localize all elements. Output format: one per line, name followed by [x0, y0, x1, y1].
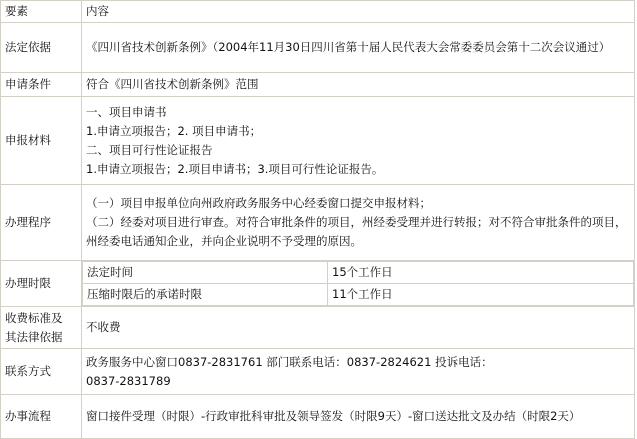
workflow-text: 窗口接件受理（时限）-行政审批科审批及领导签发（时限9天）-窗口送达批文及办结（时限2天） — [86, 409, 581, 423]
header-element: 要素 — [1, 1, 82, 23]
materials-line: 1.申请立项报告；2.项目申请书；3.项目可行性论证报告。 — [86, 161, 384, 176]
conditions-label: 申请条件 — [1, 73, 82, 97]
contact-line: 0837-2831789 — [86, 373, 171, 388]
time-limit-key: 压缩时限后的承诺时限 — [83, 284, 328, 306]
workflow-label: 办事流程 — [1, 395, 82, 439]
procedure-value — [82, 185, 635, 261]
time-limit-value-text: 11个工作日 — [328, 284, 634, 306]
conditions-value: 符合《四川省技术创新条例》范围 — [82, 73, 635, 97]
materials-label: 申报材料 — [1, 97, 82, 185]
contact-label: 联系方式 — [1, 349, 82, 395]
row-workflow — [1, 395, 635, 439]
procedure-label: 办理程序 — [1, 185, 82, 261]
row-time-limit — [1, 261, 635, 307]
procedure-line: （二）经委对项目进行审查。对符合审批条件的项目，州经委受理并进行转报；对不符合审批条件的项目，州经委电话通知企业，并向企业说明不予受理的原因。 — [86, 215, 627, 248]
time-limit-table — [82, 261, 634, 306]
contact-value — [82, 349, 635, 395]
contact-line: 政务服务中心窗口0837-2831761 部门联系电话：0837-2824621 投诉电话： — [86, 354, 493, 369]
row-legal-basis — [1, 23, 635, 73]
materials-line: 二、项目可行性论证报告 — [86, 142, 213, 157]
header-row — [1, 1, 635, 23]
legal-basis-value — [82, 23, 635, 73]
row-contact — [1, 349, 635, 395]
row-procedure — [1, 185, 635, 261]
time-limit-label: 办理时限 — [1, 261, 82, 307]
time-limit-row — [83, 262, 634, 284]
time-limit-row — [83, 284, 634, 306]
header-content: 内容 — [82, 1, 635, 23]
fees-label — [1, 307, 82, 349]
row-fees — [1, 307, 635, 349]
fees-value: 不收费 — [82, 307, 635, 349]
procedure-line: （一）项目申报单位向州政府政务服务中心经委窗口提交申报材料； — [86, 196, 431, 210]
legal-basis-text: 《四川省技术创新条例》（2004年11月30日四川省第十届人民代表大会常委委员会第十二次会议通过） — [86, 40, 611, 54]
fees-label-line: 收费标准及 — [5, 310, 63, 325]
time-limit-key: 法定时间 — [83, 262, 328, 284]
materials-value — [82, 97, 635, 185]
row-materials — [1, 97, 635, 185]
fees-label-line: 其法律依据 — [5, 329, 63, 344]
workflow-value — [82, 395, 635, 439]
time-limit-value-text: 15个工作日 — [328, 262, 634, 284]
materials-line: 1.申请立项报告；2. 项目申请书； — [86, 123, 262, 138]
row-conditions — [1, 73, 635, 97]
time-limit-value — [82, 261, 635, 307]
materials-line: 一、项目申请书 — [86, 104, 167, 119]
legal-basis-label: 法定依据 — [1, 23, 82, 73]
